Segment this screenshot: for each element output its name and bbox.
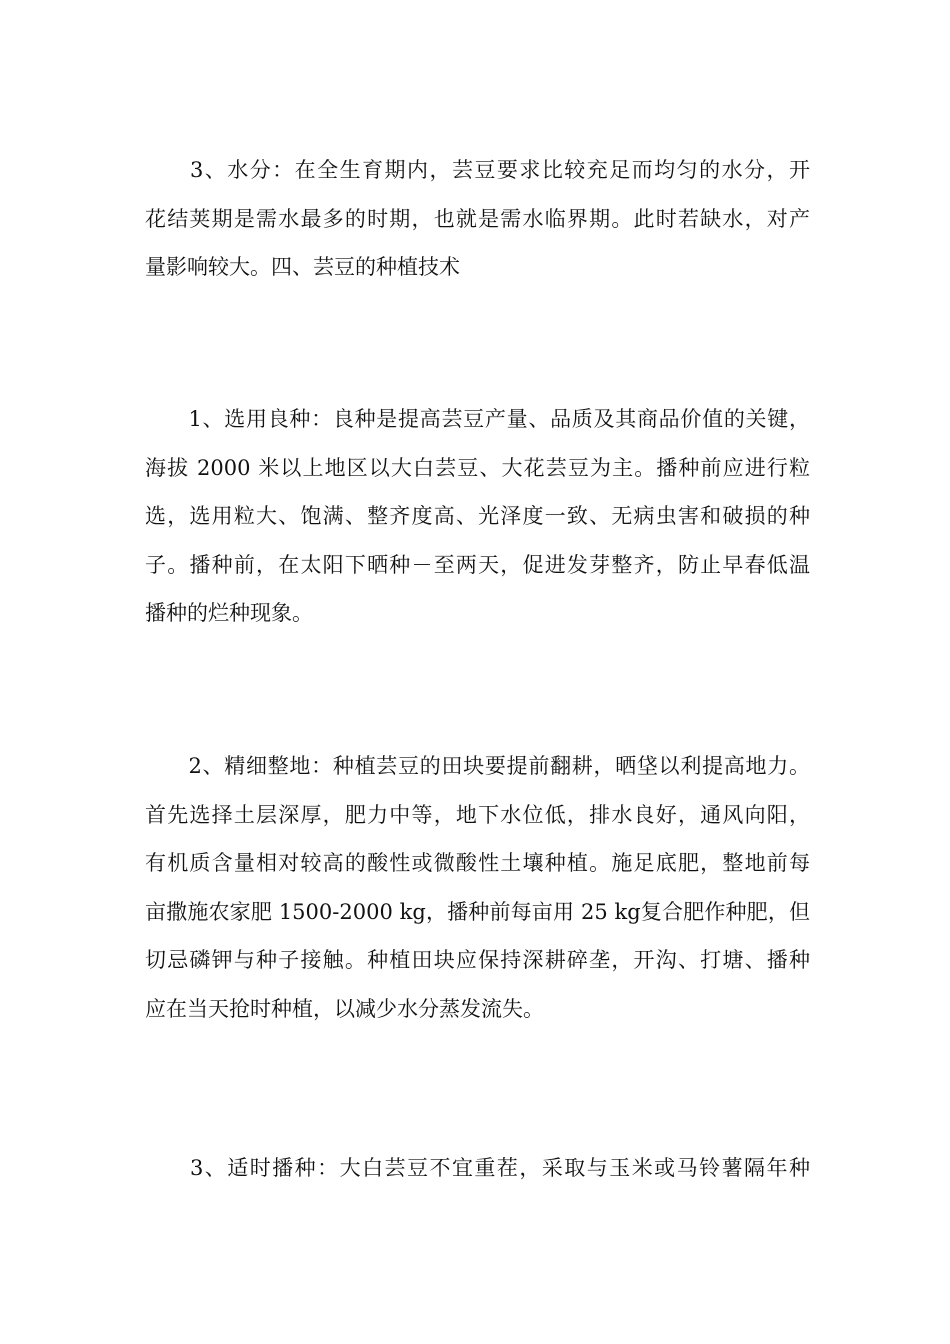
text-line: 选，选用粒大、饱满、整齐度高、光泽度一致、无病虫害和破损的种	[145, 504, 810, 529]
text-line: 海拔 2000 米以上地区以大白芸豆、大花芸豆为主。播种前应进行粒	[145, 455, 810, 480]
text-line: 子。播种前，在太阳下晒种－至两天，促进发芽整齐，防止早春低温	[145, 552, 810, 577]
text-line: 3、水分：在全生育期内，芸豆要求比较充足而均匀的水分，开	[145, 158, 810, 182]
text-line: 1、选用良种：良种是提高芸豆产量、品质及其商品价值的关键，	[145, 407, 810, 431]
text-line: 有机质含量相对较高的酸性或微酸性土壤种植。施足底肥，整地前每	[145, 851, 810, 876]
text-line: 播种的烂种现象。	[145, 601, 313, 626]
text-line: 花结荚期是需水最多的时期，也就是需水临界期。此时若缺水，对产	[145, 206, 810, 231]
paragraph-timely-sowing	[145, 1144, 810, 1193]
paragraph-water	[145, 146, 810, 292]
text-line: 2、精细整地：种植芸豆的田块要提前翻耕，晒垡以利提高地力。	[145, 754, 810, 778]
text-line: 切忌磷钾与种子接触。种植田块应保持深耕碎垄，开沟、打塘、播种	[145, 948, 810, 973]
paragraph-land-preparation	[145, 742, 810, 1034]
text-line: 亩撒施农家肥 1500-2000 kg，播种前每亩用 25 kg复合肥作种肥，但	[145, 899, 810, 924]
text-line: 首先选择土层深厚，肥力中等，地下水位低，排水良好，通风向阳，	[145, 802, 810, 827]
text-line: 应在当天抢时种植，以减少水分蒸发流失。	[145, 996, 544, 1021]
text-line: 量影响较大。四、芸豆的种植技术	[145, 255, 460, 280]
paragraph-seed-selection	[145, 395, 810, 638]
text-line: 3、适时播种：大白芸豆不宜重茬，采取与玉米或马铃薯隔年种	[145, 1156, 810, 1180]
